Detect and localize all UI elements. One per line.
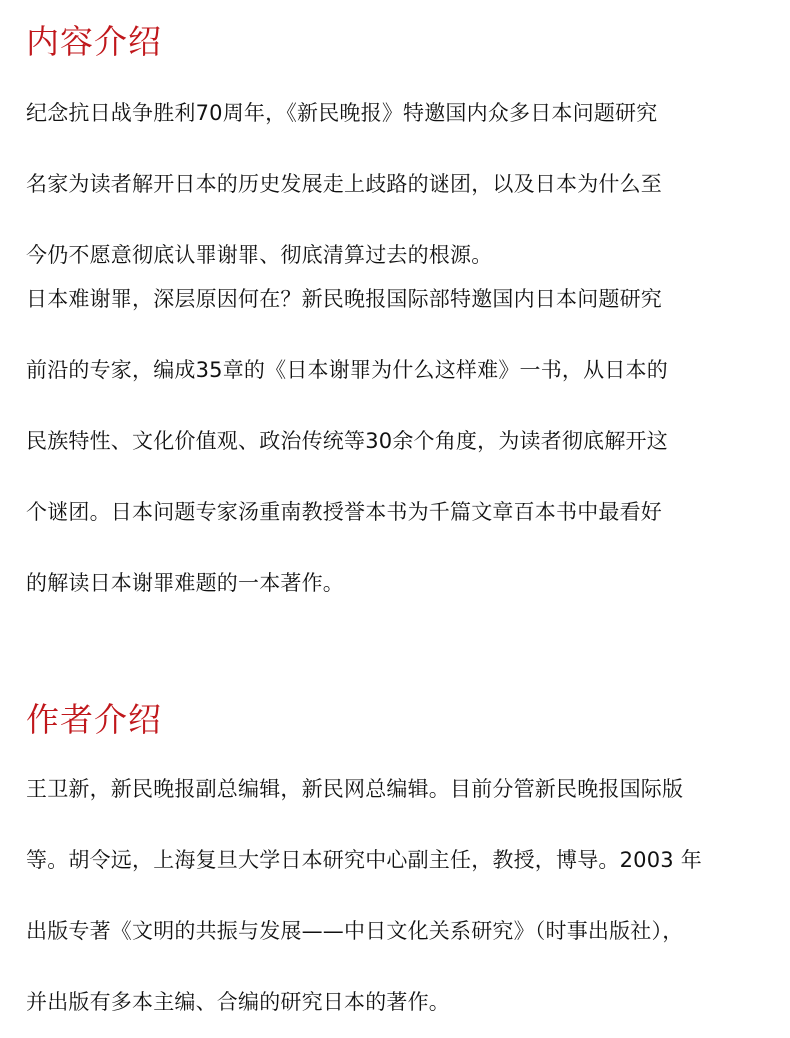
text-line: 民族特性、文化价值观、政治传统等30余个角度，为读者彻底解开这: [26, 429, 668, 453]
text-line: 个谜团。日本问题专家汤重南教授誉本书为千篇文章百本书中最看好: [26, 500, 662, 524]
text-line: 王卫新，新民晚报副总编辑，新民网总编辑。目前分管新民晚报国际版: [26, 777, 684, 801]
text-line: 日本难谢罪，深层原因何在？新民晚报国际部特邀国内日本问题研究: [26, 287, 662, 311]
text-line: 今仍不愿意彻底认罪谢罪、彻底清算过去的根源。: [26, 243, 493, 267]
author-intro-paragraph: [26, 754, 772, 1038]
content-intro-heading: 内容介绍: [26, 22, 162, 61]
author-intro-section: [26, 700, 772, 1038]
content-intro-paragraph-1: [26, 78, 772, 291]
text-line: 并出版有多本主编、合编的研究日本的著作。: [26, 990, 450, 1014]
text-line: 纪念抗日战争胜利70周年，《新民晚报》特邀国内众多日本问题研究: [26, 101, 658, 125]
text-line: 名家为读者解开日本的历史发展走上歧路的谜团，以及日本为什么至: [26, 172, 662, 196]
content-intro-section: [26, 22, 772, 619]
text-line: 等。胡令远，上海复旦大学日本研究中心副主任，教授，博导。2003 年: [26, 848, 702, 872]
author-intro-heading: 作者介绍: [26, 700, 162, 739]
text-line: 前沿的专家，编成35章的《日本谢罪为什么这样难》一书，从日本的: [26, 358, 668, 382]
content-intro-paragraph-2: [26, 264, 772, 619]
text-line: 的解读日本谢罪难题的一本著作。: [26, 571, 344, 595]
text-line: 出版专著《文明的共振与发展——中日文化关系研究》（时事出版社），: [26, 919, 684, 943]
